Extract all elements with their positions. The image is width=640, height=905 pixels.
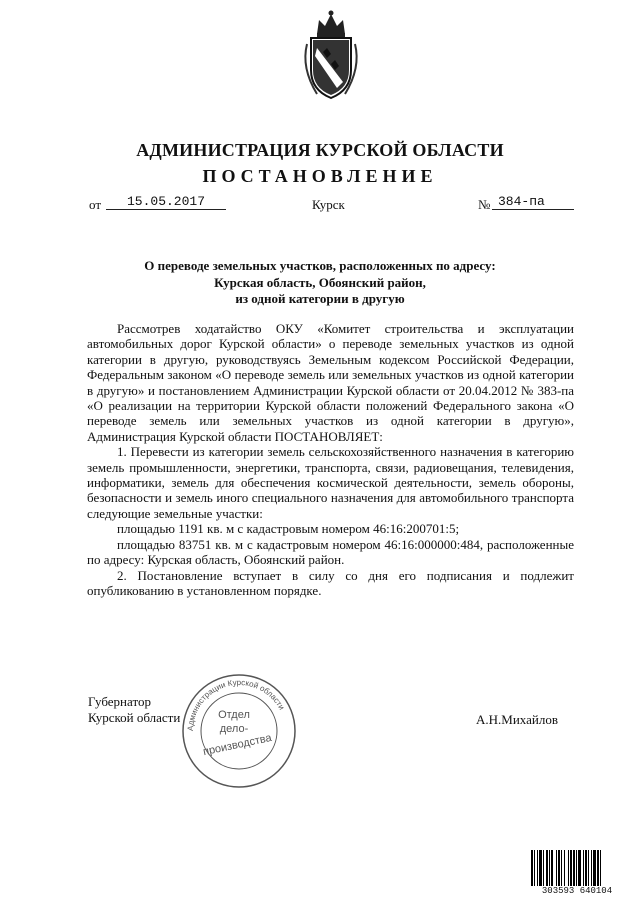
barcode-bar [573, 850, 575, 886]
plot-1-paragraph: площадью 1191 кв. м с кадастровым номером 46:16:200701:5; [117, 521, 460, 537]
barcode-bar [543, 850, 544, 886]
barcode-bar [576, 850, 577, 886]
barcode-bar [578, 850, 581, 886]
barcode-bar [539, 850, 542, 886]
subject-line: О переводе земельных участков, расположенных по адресу: [144, 258, 496, 273]
stamp-line: Отдел [218, 709, 250, 721]
barcode-bar [558, 850, 560, 886]
document-number: 384-па [492, 194, 574, 210]
barcode-bar [549, 850, 550, 886]
subject-line: из одной категории в другую [235, 291, 405, 306]
barcode-bar [534, 850, 535, 886]
barcode-bar [600, 850, 601, 886]
barcode-bar [597, 850, 599, 886]
stamp-line: производства [202, 731, 273, 759]
plot-2-paragraph: площадью 83751 кв. м с кадастровым номером 46:16:000000:484, расположенные по адресу: Курская область, Обоянский район. [87, 536, 574, 568]
document-city: Курск [312, 197, 345, 212]
barcode-bar [564, 850, 565, 886]
document-body [87, 321, 574, 598]
barcode-number: 303593 640104 [530, 886, 624, 896]
barcode-bar [568, 850, 569, 886]
agency-title: АДМИНИСТРАЦИЯ КУРСКОЙ ОБЛАСТИ [136, 140, 504, 160]
date-prefix: от [89, 197, 102, 212]
barcode-bar [588, 850, 589, 886]
barcode-bar [593, 850, 596, 886]
document-type-title: ПОСТАНОВЛЕНИЕ [202, 166, 438, 186]
stamp-line: дело- [219, 723, 249, 735]
subject-line: Курская область, Обоянский район, [214, 274, 426, 290]
barcode-bar [537, 850, 538, 886]
signatory-title [88, 694, 180, 726]
stamp-ring-text: Администрации Курской области [185, 677, 287, 732]
signatory-title-line: Курской области [88, 710, 181, 725]
coat-of-arms-emblem [297, 8, 365, 100]
barcode-bar [531, 850, 533, 886]
barcode-bar [556, 850, 557, 886]
signatory-title-line: Губернатор [88, 694, 151, 709]
official-stamp [180, 672, 298, 790]
item-1-paragraph: 1. Перевести из категории земель сельскохозяйственного назначения в категорию земель промышленности, энергетики, транспорта, связи, радиовещания, телевидения, информатики, земель для обеспечения космической деятельности, земель обороны, безопасности и земель иного специального назначения для автомобильного транспорта следующие земельные участки: [87, 444, 574, 521]
barcode-bar [551, 850, 553, 886]
barcode-bar [546, 850, 548, 886]
barcode-bar [570, 850, 572, 886]
barcode-bar [585, 850, 587, 886]
barcode-bar [561, 850, 562, 886]
preamble-paragraph: Рассмотрев ходатайство ОКУ «Комитет строительства и эксплуатации автомобильных дорог Курской области» о переводе земельных участков из одной категории в другую, руководствуясь Земельным кодексом Российской Федерации, Федеральным законом «О переводе земель или земельных участков из одной категории в другую» и постановлением Администрации Курской области от 20.04.2012 № 383-па «О реализации на территории Курской области положений Федерального закона «О переводе земель или земельных участков из одной категории в другую», Администрация Курской области ПОСТАНОВЛЯЕТ: [87, 321, 574, 444]
barcode-bar [583, 850, 584, 886]
document-date: 15.05.2017 [106, 194, 226, 210]
signatory-name: А.Н.Михайлов [476, 712, 558, 727]
item-2-paragraph: 2. Постановление вступает в силу со дня его подписания и подлежит опубликованию в установленном порядке. [87, 567, 574, 598]
document-subject [0, 258, 640, 308]
number-prefix: № [478, 197, 491, 212]
barcode-bar [591, 850, 592, 886]
